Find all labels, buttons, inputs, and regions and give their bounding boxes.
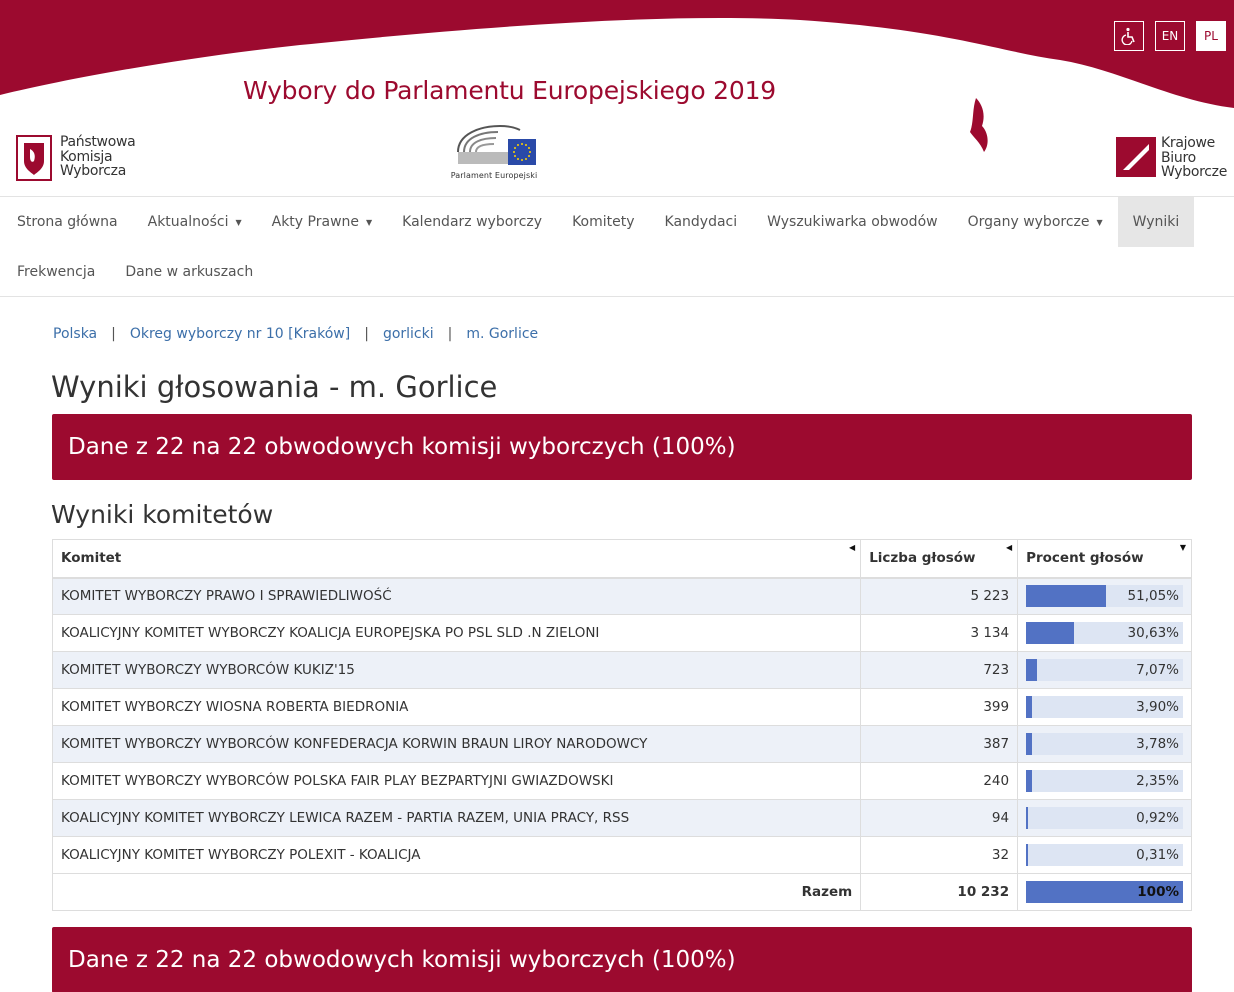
percent-text: 100% (1137, 884, 1179, 900)
site-title: Wybory do Parlamentu Europejskiego 2019 (243, 76, 776, 105)
percent-cell (1018, 689, 1192, 726)
vote-count: 240 (861, 763, 1018, 800)
caret-down-icon: ▼ (1096, 217, 1103, 227)
table-header-row (53, 540, 1192, 578)
percent-text: 0,92% (1136, 810, 1179, 826)
table-row (53, 800, 1192, 837)
pkw-logo-text: Państwowa Komisja Wyborcza (60, 134, 136, 179)
percent-bar-fill (1026, 696, 1032, 718)
european-parliament-logo (450, 122, 538, 180)
accessibility-button[interactable] (1114, 21, 1144, 51)
breadcrumb-separator: | (364, 326, 369, 342)
wheelchair-icon (1120, 27, 1138, 45)
breadcrumb-powiat[interactable]: gorlicki (382, 326, 434, 342)
sort-left-icon: ◀ (849, 543, 856, 552)
nav-row-1 (0, 197, 1234, 247)
nav-item-dane-w-arkuszach[interactable]: Dane w arkuszach (125, 264, 254, 280)
percent-cell (1018, 800, 1192, 837)
percent-bar (1026, 844, 1183, 866)
total-label: Razem (53, 874, 861, 911)
committee-name: KOMITET WYBORCZY WYBORCÓW POLSKA FAIR PLAY BEZPARTYJNI GWIAZDOWSKI (53, 763, 861, 800)
percent-bar (1026, 881, 1183, 903)
percent-bar-fill (1026, 844, 1028, 866)
section-title: Wyniki komitetów (51, 500, 274, 529)
percent-text: 2,35% (1136, 773, 1179, 789)
committee-name: KOMITET WYBORCZY WIOSNA ROBERTA BIEDRONIA (53, 689, 861, 726)
nav-item-kalendarz[interactable]: Kalendarz wyborczy (402, 214, 543, 230)
eagle-emblem-icon (936, 58, 1026, 184)
percent-bar-fill (1026, 659, 1037, 681)
nav-item-kandydaci[interactable]: Kandydaci (664, 214, 738, 230)
vote-count: 387 (861, 726, 1018, 763)
lang-en-button[interactable]: EN (1155, 21, 1185, 51)
header-procent-glosow[interactable]: Procent głosów ▼ (1018, 540, 1192, 578)
percent-cell (1018, 837, 1192, 874)
nav-item-aktualnosci[interactable]: Aktualności ▼ (147, 214, 242, 230)
committee-name: KOMITET WYBORCZY WYBORCÓW KONFEDERACJA KORWIN BRAUN LIROY NARODOWCY (53, 726, 861, 763)
table-row (53, 615, 1192, 652)
percent-text: 30,63% (1127, 625, 1179, 641)
committee-name: KOMITET WYBORCZY PRAWO I SPRAWIEDLIWOŚĆ (53, 578, 861, 615)
percent-bar (1026, 659, 1183, 681)
breadcrumb-separator: | (111, 326, 116, 342)
vote-count: 399 (861, 689, 1018, 726)
sort-down-icon: ▼ (1179, 543, 1186, 552)
pkw-emblem-icon (16, 135, 52, 181)
page-title: Wyniki głosowania - m. Gorlice (51, 370, 498, 404)
main-navigation (0, 196, 1234, 297)
percent-text: 7,07% (1136, 662, 1179, 678)
pkw-logo[interactable] (16, 135, 135, 181)
nav-row-2 (0, 247, 1234, 297)
percent-bar-fill (1026, 622, 1074, 644)
results-table (52, 539, 1192, 911)
data-coverage-banner: Dane z 22 na 22 obwodowych komisji wyborczych (100%) (52, 414, 1192, 480)
header-komitet[interactable]: Komitet ◀ (53, 540, 861, 578)
committee-name: KOALICYJNY KOMITET WYBORCZY POLEXIT - KOALICJA (53, 837, 861, 874)
vote-count: 3 134 (861, 615, 1018, 652)
percent-bar (1026, 585, 1183, 607)
vote-count: 32 (861, 837, 1018, 874)
table-row (53, 837, 1192, 874)
breadcrumb-polska[interactable]: Polska (53, 326, 98, 342)
percent-cell (1018, 615, 1192, 652)
percent-bar-fill (1026, 807, 1028, 829)
caret-down-icon: ▼ (366, 217, 373, 227)
table-row (53, 689, 1192, 726)
header-liczba-glosow[interactable]: Liczba głosów ◀ (861, 540, 1018, 578)
percent-bar (1026, 770, 1183, 792)
percent-cell (1018, 652, 1192, 689)
percent-bar-fill (1026, 770, 1031, 792)
european-parliament-label: Parlament Europejski (450, 171, 538, 180)
breadcrumb-gmina[interactable]: m. Gorlice (466, 326, 539, 342)
vote-count: 94 (861, 800, 1018, 837)
caret-down-icon: ▼ (235, 217, 242, 227)
percent-bar (1026, 696, 1183, 718)
percent-bar (1026, 733, 1183, 755)
nav-item-strona-glowna[interactable]: Strona główna (17, 214, 118, 230)
committee-name: KOMITET WYBORCZY WYBORCÓW KUKIZ'15 (53, 652, 861, 689)
percent-cell (1018, 578, 1192, 615)
data-coverage-banner-bottom: Dane z 22 na 22 obwodowych komisji wyborczych (100%) (52, 927, 1192, 992)
breadcrumb-separator: | (447, 326, 453, 342)
lang-pl-button[interactable]: PL (1196, 21, 1226, 51)
breadcrumb-okreg[interactable]: Okreg wyborczy nr 10 [Kraków] (129, 326, 351, 342)
parliament-building-icon (450, 122, 538, 166)
nav-item-akty-prawne[interactable]: Akty Prawne ▼ (271, 214, 373, 230)
table-row (53, 652, 1192, 689)
vote-count: 723 (861, 652, 1018, 689)
sort-left-icon: ◀ (1005, 543, 1013, 552)
kbw-emblem-icon (1115, 136, 1157, 178)
nav-item-frekwencja[interactable]: Frekwencja (17, 264, 96, 280)
nav-item-wyniki[interactable]: Wyniki (1118, 197, 1195, 247)
table-row (53, 726, 1192, 763)
percent-text: 51,05% (1127, 588, 1179, 605)
committee-name: KOALICYJNY KOMITET WYBORCZY LEWICA RAZEM - PARTIA RAZEM, UNIA PRACY, RSS (53, 800, 861, 837)
total-percent-cell (1018, 874, 1192, 911)
table-row (53, 763, 1192, 800)
percent-bar (1026, 622, 1183, 644)
committee-name: KOALICYJNY KOMITET WYBORCZY KOALICJA EUROPEJSKA PO PSL SLD .N ZIELONI (53, 615, 861, 652)
percent-text: 3,78% (1136, 736, 1179, 752)
table-row (53, 578, 1192, 615)
percent-cell (1018, 763, 1192, 800)
percent-text: 0,31% (1136, 847, 1179, 863)
site-header (0, 0, 1234, 196)
breadcrumb (53, 326, 538, 342)
percent-cell (1018, 726, 1192, 763)
kbw-logo-text: Krajowe Biuro Wyborcze (1161, 135, 1228, 180)
vote-count: 5 223 (861, 578, 1018, 615)
nav-item-organy-wyborcze[interactable]: Organy wyborcze ▼ (967, 214, 1103, 230)
percent-bar-fill (1026, 733, 1032, 755)
kbw-logo[interactable] (1115, 136, 1227, 180)
percent-text: 3,90% (1136, 699, 1179, 715)
percent-bar (1026, 807, 1183, 829)
table-total-row (53, 874, 1192, 911)
nav-item-wyszukiwarka[interactable]: Wyszukiwarka obwodów (767, 214, 938, 230)
total-votes: 10 232 (861, 874, 1018, 911)
percent-bar-fill (1026, 585, 1106, 607)
nav-item-komitety[interactable]: Komitety (572, 214, 635, 230)
